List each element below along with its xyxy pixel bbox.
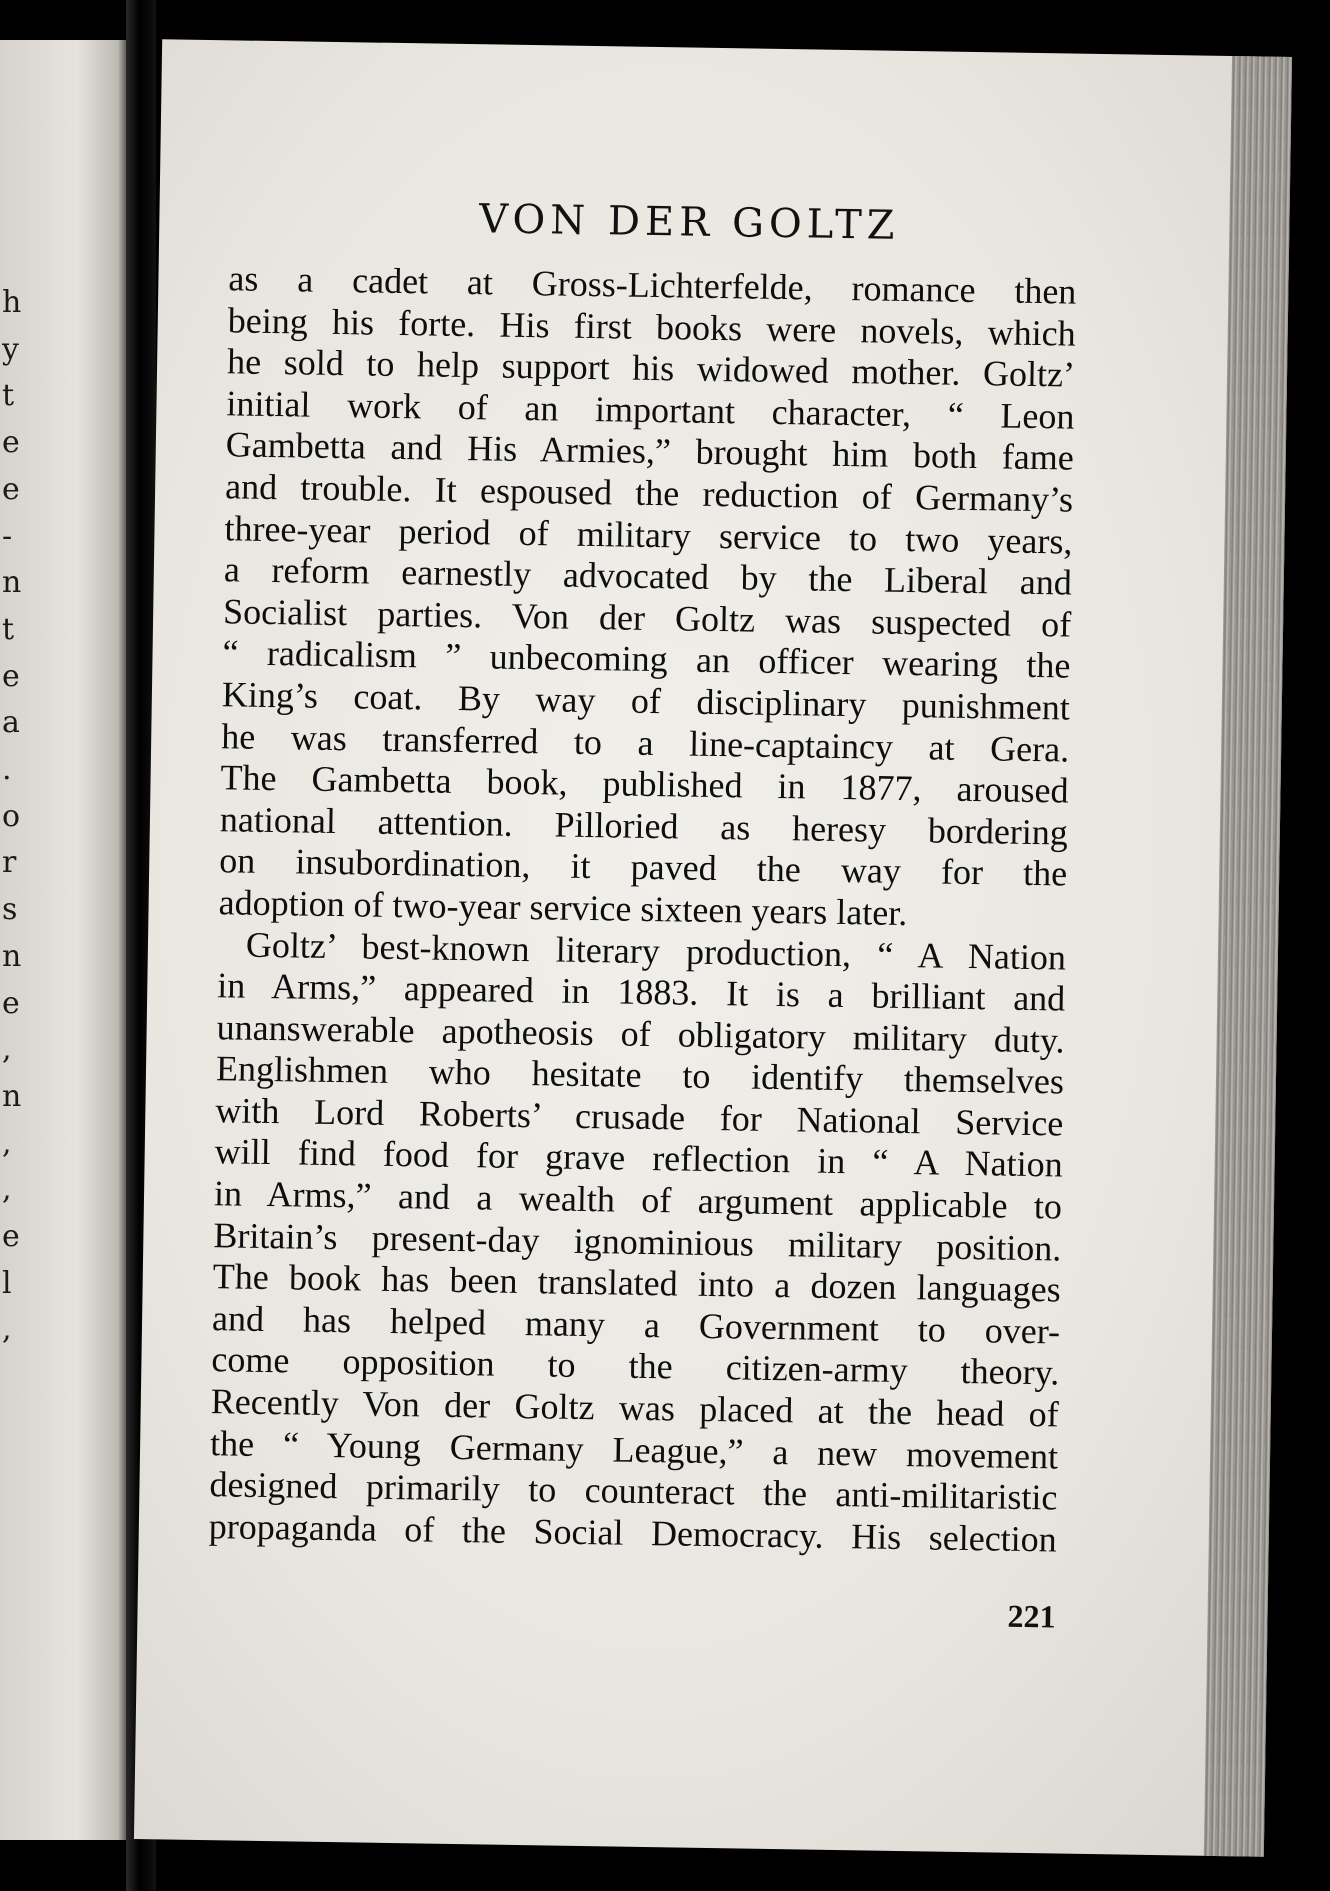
text-line: adoption of two-year service sixteen years later. (218, 882, 908, 933)
text-line: in Arms,” appeared in 1883. It is a brilliant and (217, 965, 1066, 1019)
text-line: being his forte. His first books were novels, which (227, 299, 1077, 354)
facing-page-char: e (2, 658, 20, 694)
facing-page-char: h (2, 285, 22, 320)
paragraph-1 (218, 258, 1076, 937)
facing-page-char: s (2, 892, 18, 928)
facing-page-char: e (2, 985, 20, 1021)
text-line: the “ Young Germany League,” a new movement (209, 1422, 1059, 1477)
text-line: and trouble. It espoused the reduction of Germany’s (224, 466, 1074, 520)
text-line: Britain’s present-day ignominious military position. (213, 1214, 1062, 1269)
text-line: The Gambetta book, published in 1877, aroused (220, 757, 1069, 811)
facing-page-char: , (2, 1172, 12, 1208)
page-number: 221 (1007, 1597, 1056, 1635)
text-line: as a cadet at Gross-Lichterfelde, romance then (228, 258, 1077, 312)
text-line: The book has been translated into a dozen languages (212, 1256, 1061, 1310)
text-line: unanswerable apotheosis of obligatory military duty. (216, 1006, 1065, 1061)
text-line: with Lord Roberts’ crusade for National Service (215, 1090, 1064, 1144)
facing-page-cut-text (2, 280, 22, 1354)
page-fore-edge (1204, 56, 1292, 1857)
paragraph-2 (209, 924, 1067, 1561)
book-page (134, 39, 1292, 1857)
running-head: VON DER GOLTZ (478, 196, 900, 249)
text-line: Gambetta and His Armies,” brought him both fame (225, 424, 1075, 478)
facing-page-char: , (2, 1032, 12, 1068)
facing-page-char: y (2, 331, 19, 367)
text-line: “ radicalism ” unbecoming an officer wearing the (222, 632, 1071, 686)
text-line: Goltz’ best-known literary production, “ A Nation (245, 924, 1067, 978)
facing-page-char: , (2, 1125, 12, 1161)
text-line: he sold to help support his widowed mother. Goltz’ (226, 341, 1076, 395)
facing-page-char: . (2, 752, 12, 788)
facing-page-char: a (2, 705, 20, 741)
facing-page-char: , (2, 1312, 12, 1348)
body-text (209, 258, 1077, 1561)
text-line: on insubordination, it paved the way for the (218, 840, 1068, 894)
facing-page-edge (0, 40, 128, 1840)
text-line: Recently Von der Goltz was placed at the head of (210, 1381, 1060, 1435)
text-line: designed primarily to counteract the anti-militaristic (209, 1464, 1058, 1518)
text-line: three-year period of military service to two years, (224, 507, 1073, 562)
text-line: Socialist parties. Von der Goltz was suspected of (222, 591, 1072, 645)
text-line: Englishmen who hesitate to identify themselves (215, 1048, 1065, 1102)
facing-page-char: e (2, 425, 20, 461)
text-line: national attention. Pilloried as heresy bordering (219, 798, 1069, 853)
facing-page-char: l (2, 1265, 12, 1301)
facing-page-char: n (2, 938, 22, 974)
text-line: and has helped many a Government to over- (211, 1298, 1061, 1352)
facing-page-char: o (2, 798, 21, 834)
facing-page-char: e (2, 1219, 20, 1255)
text-line: in Arms,” and a wealth of argument applicable to (213, 1173, 1063, 1227)
text-line: King’s coat. By way of disciplinary punishment (221, 674, 1071, 728)
facing-page-char: e (2, 471, 20, 507)
text-line: come opposition to the citizen-army theory. (211, 1339, 1060, 1393)
facing-page-char: n (2, 1078, 22, 1114)
facing-page-char: - (2, 518, 13, 554)
facing-page-char: n (2, 565, 22, 601)
text-line: initial work of an important character, “ Leon (226, 383, 1075, 437)
facing-page-char: t (2, 378, 15, 414)
text-line: a reform earnestly advocated by the Liberal and (223, 549, 1073, 603)
facing-page-char: t (2, 611, 15, 647)
text-line: will find food for grave reflection in “ A Nation (214, 1131, 1063, 1185)
facing-page-char: r (2, 845, 17, 881)
text-line: he was transferred to a line-captaincy at Gera. (220, 715, 1070, 770)
text-line: propaganda of the Social Democracy. His selection (208, 1505, 1058, 1560)
